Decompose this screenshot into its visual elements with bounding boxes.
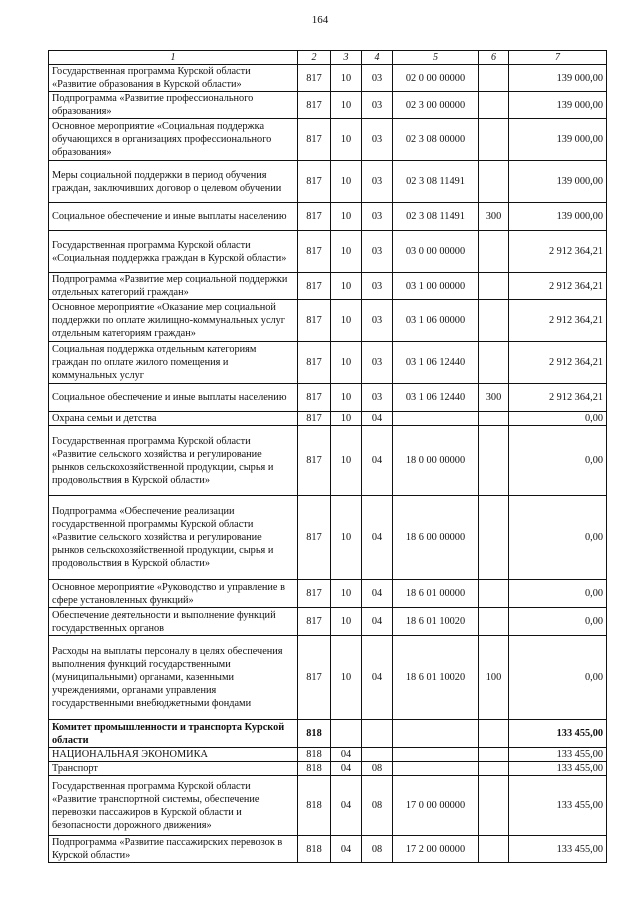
row-name: Социальное обеспечение и иные выплаты населению (49, 384, 298, 412)
row-expense-type: 100 (479, 636, 509, 720)
row-subsection: 03 (362, 384, 393, 412)
row-ministry-code: 817 (298, 608, 331, 636)
row-name: Подпрограмма «Развитие профессионального образования» (49, 92, 298, 119)
row-expense-type (479, 92, 509, 119)
row-section: 10 (331, 426, 362, 496)
row-ministry-code: 818 (298, 776, 331, 836)
table-row (49, 65, 607, 92)
row-expense-type (479, 300, 509, 342)
table-row (49, 776, 607, 836)
row-name: Государственная программа Курской области «Развитие транспортной системы, обеспечение перевозки пассажиров в Курской области и безопасности дорожного движения» (49, 776, 298, 836)
column-header: 4 (362, 51, 393, 65)
row-expense-type (479, 580, 509, 608)
row-section: 10 (331, 412, 362, 426)
column-header: 5 (393, 51, 479, 65)
table-row (49, 580, 607, 608)
row-ministry-code: 817 (298, 203, 331, 231)
row-section: 10 (331, 231, 362, 273)
row-ministry-code: 817 (298, 300, 331, 342)
row-expense-type (479, 496, 509, 580)
table-row (49, 203, 607, 231)
row-name: Подпрограмма «Развитие мер социальной поддержки отдельных категорий граждан» (49, 273, 298, 300)
row-subsection: 03 (362, 342, 393, 384)
column-header: 3 (331, 51, 362, 65)
row-section: 10 (331, 161, 362, 203)
table-row (49, 496, 607, 580)
page-number: 164 (311, 14, 329, 26)
row-ministry-code: 817 (298, 231, 331, 273)
row-amount: 2 912 364,21 (509, 342, 607, 384)
row-subsection: 03 (362, 119, 393, 161)
row-ministry-code: 818 (298, 836, 331, 863)
table-body (49, 65, 607, 863)
row-name: Государственная программа Курской области «Развитие образования в Курской области» (49, 65, 298, 92)
table-row (49, 231, 607, 273)
row-name: Социальное обеспечение и иные выплаты населению (49, 203, 298, 231)
row-subsection: 04 (362, 426, 393, 496)
row-subsection: 03 (362, 203, 393, 231)
row-target-code: 03 0 00 00000 (393, 231, 479, 273)
row-amount: 139 000,00 (509, 161, 607, 203)
row-expense-type (479, 720, 509, 748)
row-expense-type (479, 273, 509, 300)
row-subsection: 08 (362, 836, 393, 863)
row-target-code: 02 3 00 00000 (393, 92, 479, 119)
row-section: 10 (331, 119, 362, 161)
row-target-code (393, 748, 479, 762)
row-subsection: 03 (362, 161, 393, 203)
row-target-code: 03 1 06 00000 (393, 300, 479, 342)
row-amount: 0,00 (509, 412, 607, 426)
row-target-code: 03 1 06 12440 (393, 384, 479, 412)
row-amount: 0,00 (509, 426, 607, 496)
row-amount: 0,00 (509, 580, 607, 608)
row-name: Транспорт (49, 762, 298, 776)
row-subsection (362, 748, 393, 762)
row-ministry-code: 817 (298, 496, 331, 580)
row-subsection: 04 (362, 608, 393, 636)
row-expense-type (479, 426, 509, 496)
row-ministry-code: 817 (298, 426, 331, 496)
row-subsection: 04 (362, 580, 393, 608)
row-name: Основное мероприятие «Оказание мер социальной поддержки по оплате жилищно-коммунальных услуг отдельным категориям граждан» (49, 300, 298, 342)
row-expense-type: 300 (479, 203, 509, 231)
row-subsection: 04 (362, 496, 393, 580)
table-row (49, 762, 607, 776)
row-name: Государственная программа Курской области «Развитие сельского хозяйства и регулирование рынков сельскохозяйственной продукции, сырья и продовольствия в Курской области» (49, 426, 298, 496)
row-name: Подпрограмма «Обеспечение реализации государственной программы Курской области «Развитие сельского хозяйства и регулирование рынков сельскохозяйственной продукции, сырья и продовольствия в Курской области» (49, 496, 298, 580)
row-target-code: 18 6 01 10020 (393, 608, 479, 636)
budget-table (48, 50, 607, 863)
column-number-row (49, 51, 607, 65)
row-name: Обеспечение деятельности и выполнение функций государственных органов (49, 608, 298, 636)
row-amount: 133 455,00 (509, 776, 607, 836)
table-row (49, 161, 607, 203)
row-amount: 0,00 (509, 636, 607, 720)
row-expense-type: 300 (479, 384, 509, 412)
table-row (49, 636, 607, 720)
row-target-code (393, 762, 479, 776)
row-target-code: 02 3 08 11491 (393, 203, 479, 231)
row-amount: 2 912 364,21 (509, 273, 607, 300)
column-header: 1 (49, 51, 298, 65)
row-section: 04 (331, 748, 362, 762)
table-row (49, 836, 607, 863)
row-expense-type (479, 231, 509, 273)
row-section: 04 (331, 762, 362, 776)
row-section: 10 (331, 273, 362, 300)
row-expense-type (479, 776, 509, 836)
row-subsection: 03 (362, 231, 393, 273)
row-target-code: 18 0 00 00000 (393, 426, 479, 496)
table-row (49, 412, 607, 426)
row-section: 10 (331, 384, 362, 412)
row-amount: 133 455,00 (509, 836, 607, 863)
row-section (331, 720, 362, 748)
row-ministry-code: 817 (298, 580, 331, 608)
table-row (49, 426, 607, 496)
row-name: Охрана семьи и детства (49, 412, 298, 426)
row-ministry-code: 817 (298, 412, 331, 426)
table-row (49, 119, 607, 161)
row-target-code: 02 3 08 00000 (393, 119, 479, 161)
row-amount: 0,00 (509, 608, 607, 636)
row-expense-type (479, 608, 509, 636)
row-section: 10 (331, 496, 362, 580)
row-subsection: 03 (362, 92, 393, 119)
column-header: 7 (509, 51, 607, 65)
row-ministry-code: 818 (298, 748, 331, 762)
row-section: 10 (331, 636, 362, 720)
row-name: Комитет промышленности и транспорта Курской области (49, 720, 298, 748)
row-amount: 133 455,00 (509, 748, 607, 762)
row-expense-type (479, 342, 509, 384)
row-section: 10 (331, 300, 362, 342)
row-target-code: 18 6 01 00000 (393, 580, 479, 608)
row-name: Расходы на выплаты персоналу в целях обеспечения выполнения функций государственными (муниципальными) органами, казенными учреждениями, органами управления государственными внебюджетными фондами (49, 636, 298, 720)
row-name: Основное мероприятие «Руководство и управление в сфере установленных функций» (49, 580, 298, 608)
column-header: 6 (479, 51, 509, 65)
row-target-code: 03 1 06 12440 (393, 342, 479, 384)
row-ministry-code: 817 (298, 342, 331, 384)
row-amount: 2 912 364,21 (509, 300, 607, 342)
row-ministry-code: 818 (298, 762, 331, 776)
row-ministry-code: 817 (298, 384, 331, 412)
table-row (49, 92, 607, 119)
row-name: Подпрограмма «Развитие пассажирских перевозок в Курской области» (49, 836, 298, 863)
row-subsection: 03 (362, 300, 393, 342)
row-section: 10 (331, 342, 362, 384)
row-name: Меры социальной поддержки в период обучения граждан, заключивших договор о целевом обучении (49, 161, 298, 203)
row-ministry-code: 817 (298, 119, 331, 161)
row-amount: 0,00 (509, 496, 607, 580)
row-amount: 139 000,00 (509, 65, 607, 92)
row-amount: 133 455,00 (509, 762, 607, 776)
row-section: 04 (331, 776, 362, 836)
row-name: Социальная поддержка отдельным категориям граждан по оплате жилого помещения и коммунальных услуг (49, 342, 298, 384)
row-subsection: 04 (362, 636, 393, 720)
table-row (49, 748, 607, 762)
row-subsection: 03 (362, 65, 393, 92)
row-subsection: 04 (362, 412, 393, 426)
row-section: 10 (331, 608, 362, 636)
row-section: 04 (331, 836, 362, 863)
row-section: 10 (331, 92, 362, 119)
table-row (49, 384, 607, 412)
table-row (49, 342, 607, 384)
row-expense-type (479, 65, 509, 92)
row-target-code (393, 720, 479, 748)
row-target-code: 03 1 00 00000 (393, 273, 479, 300)
row-ministry-code: 817 (298, 65, 331, 92)
row-expense-type (479, 748, 509, 762)
row-name: Государственная программа Курской области «Социальная поддержка граждан в Курской области» (49, 231, 298, 273)
table-row (49, 273, 607, 300)
row-expense-type (479, 836, 509, 863)
row-section: 10 (331, 580, 362, 608)
row-section: 10 (331, 203, 362, 231)
row-name: Основное мероприятие «Социальная поддержка обучающихся в организациях профессионального образования» (49, 119, 298, 161)
row-ministry-code: 817 (298, 161, 331, 203)
row-expense-type (479, 762, 509, 776)
row-expense-type (479, 412, 509, 426)
table-row (49, 300, 607, 342)
row-ministry-code: 817 (298, 636, 331, 720)
column-header: 2 (298, 51, 331, 65)
row-expense-type (479, 119, 509, 161)
row-target-code: 17 2 00 00000 (393, 836, 479, 863)
row-subsection: 08 (362, 776, 393, 836)
row-target-code: 18 6 00 00000 (393, 496, 479, 580)
row-expense-type (479, 161, 509, 203)
row-amount: 2 912 364,21 (509, 231, 607, 273)
row-amount: 133 455,00 (509, 720, 607, 748)
row-target-code: 18 6 01 10020 (393, 636, 479, 720)
table-row (49, 608, 607, 636)
row-ministry-code: 818 (298, 720, 331, 748)
row-amount: 139 000,00 (509, 92, 607, 119)
row-subsection (362, 720, 393, 748)
row-ministry-code: 817 (298, 92, 331, 119)
row-name: НАЦИОНАЛЬНАЯ ЭКОНОМИКА (49, 748, 298, 762)
row-amount: 2 912 364,21 (509, 384, 607, 412)
row-ministry-code: 817 (298, 273, 331, 300)
row-target-code: 02 0 00 00000 (393, 65, 479, 92)
table-row (49, 720, 607, 748)
row-subsection: 08 (362, 762, 393, 776)
row-amount: 139 000,00 (509, 119, 607, 161)
row-amount: 139 000,00 (509, 203, 607, 231)
row-target-code: 02 3 08 11491 (393, 161, 479, 203)
row-target-code (393, 412, 479, 426)
row-subsection: 03 (362, 273, 393, 300)
row-target-code: 17 0 00 00000 (393, 776, 479, 836)
row-section: 10 (331, 65, 362, 92)
